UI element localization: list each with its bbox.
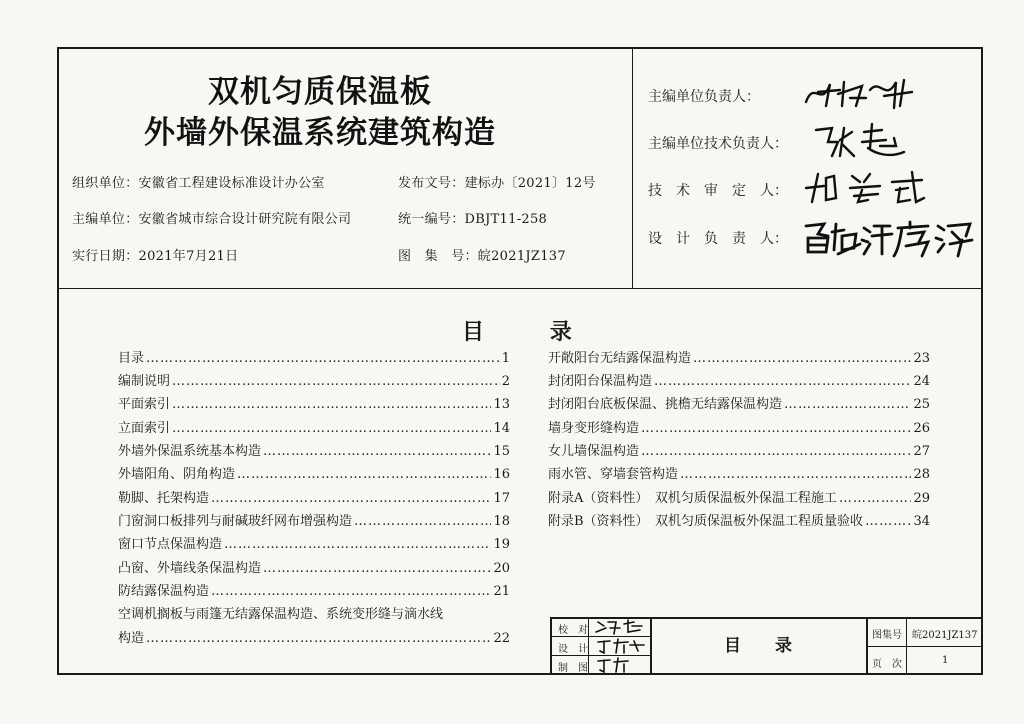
toc-entry-title: 编制说明: [118, 374, 171, 389]
toc-entry-page: 34: [913, 514, 930, 529]
toc-entry-page: 2: [501, 374, 510, 389]
toc-entry-left-5[interactable]: [118, 437, 510, 459]
toc-leader: [263, 561, 491, 576]
toc-entry-title: 女儿墙保温构造: [548, 444, 640, 459]
toc-entry-page: 15: [493, 444, 510, 459]
toc-entry-page: 19: [493, 537, 510, 552]
toc-entry-left-7[interactable]: [118, 484, 510, 506]
toc-entry-title: 空调机搁板与雨篷无结露保温构造、系统变形缝与滴水线: [118, 607, 444, 622]
toc-leader: [172, 421, 491, 436]
toc-leader: [146, 631, 491, 646]
toc-entry-right-6[interactable]: [548, 460, 930, 482]
toc-entry-title: 外墙外保温系统基本构造: [118, 444, 262, 459]
toc-entry-right-2[interactable]: [548, 367, 930, 389]
toc-entry-page: 22: [493, 631, 510, 646]
toc-entry-page: 29: [913, 491, 930, 506]
toc-leader: [654, 374, 911, 389]
page-label: 页 次: [872, 659, 902, 670]
toc-leader: [865, 514, 911, 529]
toc-entry-page: 13: [493, 397, 510, 412]
toc-entry-title: 墙身变形缝构造: [548, 421, 640, 436]
toc-entry-left-2[interactable]: [118, 367, 510, 389]
toc-entry-page: 28: [913, 467, 930, 482]
toc-entry-title: 封闭阳台底板保温、挑檐无结露保温构造: [548, 397, 783, 412]
toc-entry-right-8[interactable]: [548, 507, 930, 529]
toc-leader: [693, 351, 911, 366]
toc-leader: [172, 397, 491, 412]
toc-leader: [263, 444, 491, 459]
design-label: 设 计: [558, 644, 588, 655]
header-vertical-divider: [632, 47, 633, 288]
toc-entry-left-11[interactable]: [118, 577, 510, 599]
toc-entry-left-4[interactable]: [118, 414, 510, 436]
toc-entry-title: 附录A（资料性） 双机匀质保温板外保温工程施工: [548, 491, 837, 506]
signature-technical-head: [810, 120, 910, 162]
toc-leader: [354, 514, 491, 529]
organizing-unit: 组织单位：安徽省工程建设标准设计办公室: [72, 176, 325, 191]
toc-entry-title: 目录: [118, 351, 145, 366]
header-divider: [57, 288, 983, 289]
toc-leader: [211, 584, 491, 599]
toc-entry-title: 开敞阳台无结露保温构造: [548, 351, 692, 366]
toc-entry-left-6[interactable]: [118, 460, 510, 482]
draw-label: 制 图: [558, 663, 588, 674]
toc-entry-title: 附录B（资料性） 双机匀质保温板外保温工程质量验收: [548, 514, 864, 529]
toc-entry-page: 20: [493, 561, 510, 576]
draw-signature: [594, 656, 646, 674]
toc-entry-right-5[interactable]: [548, 437, 930, 459]
toc-leader: [641, 444, 911, 459]
toc-leader: [839, 491, 912, 506]
toc-title-char-2: 录: [549, 320, 572, 345]
signature-design-head: [798, 214, 978, 262]
toc-entry-left-10[interactable]: [118, 554, 510, 576]
toc-title-char-1: 目: [462, 320, 485, 345]
toc-entry-right-7[interactable]: [548, 484, 930, 506]
toc-entry-page: 21: [493, 584, 510, 599]
toc-leader: [211, 491, 491, 506]
toc-entry-title: 凸窗、外墙线条保温构造: [118, 561, 262, 576]
toc-entry-page: 18: [493, 514, 510, 529]
toc-entry-page: 26: [913, 421, 930, 436]
toc-entry-right-1[interactable]: [548, 344, 930, 366]
role-technical-reviewer: 技 术 审 定 人：: [648, 183, 788, 199]
role-design-head: 设 计 负 责 人：: [648, 231, 788, 247]
toc-entry-right-4[interactable]: [548, 414, 930, 436]
toc-entry-left-9[interactable]: [118, 530, 510, 552]
toc-entry-title: 构造: [118, 631, 145, 646]
toc-entry-title: 防结露保温构造: [118, 584, 210, 599]
title-block: [550, 617, 983, 675]
toc-entry-title: 雨水管、穿墙套管构造: [548, 467, 679, 482]
toc-leader: [224, 537, 491, 552]
toc-entry-left-1[interactable]: [118, 344, 510, 366]
toc-entry-left-12[interactable]: [118, 600, 510, 622]
toc-leader: [784, 397, 911, 412]
signature-chief-unit-head: [800, 72, 920, 114]
toc-entry-title: 勒脚、托架构造: [118, 491, 210, 506]
toc-entry-right-3[interactable]: [548, 390, 930, 412]
toc-leader: [237, 467, 491, 482]
toc-entry-page: 1: [501, 351, 510, 366]
toc-entry-page: 23: [913, 351, 930, 366]
toc-leader: [172, 374, 500, 389]
toc-entry-title: 外墙阳角、阴角构造: [118, 467, 236, 482]
toc-entry-title: 平面索引: [118, 397, 171, 412]
toc-entry-left-3[interactable]: [118, 390, 510, 412]
atlas-number-label: 图集号: [872, 630, 902, 641]
check-signature: [594, 618, 646, 636]
atlas-title-line2: 外墙外保温系统建筑构造: [144, 115, 496, 151]
toc-entry-title: 窗口节点保温构造: [118, 537, 223, 552]
toc-entry-page: 17: [493, 491, 510, 506]
role-technical-head: 主编单位技术负责人：: [648, 136, 788, 152]
effective-date: 实行日期：2021年7月21日: [72, 249, 239, 264]
toc-entry-page: 25: [913, 397, 930, 412]
design-signature: [594, 637, 646, 655]
chief-editor-unit: 主编单位：安徽省城市综合设计研究院有限公司: [72, 212, 352, 227]
toc-entry-left-13[interactable]: [118, 624, 510, 646]
toc-entry-page: 24: [913, 374, 930, 389]
toc-entry-title: 立面索引: [118, 421, 171, 436]
signature-technical-reviewer: [800, 168, 930, 208]
atlas-number-value: 皖2021JZ137: [912, 630, 978, 641]
toc-leader: [641, 421, 911, 436]
check-label: 校 对: [558, 625, 588, 636]
toc-leader: [680, 467, 911, 482]
toc-title: [462, 315, 572, 346]
toc-entry-page: 16: [493, 467, 510, 482]
toc-entry-left-8[interactable]: [118, 507, 510, 529]
atlas-number: 图 集 号：皖2021JZ137: [398, 249, 566, 264]
toc-leader: [146, 351, 500, 366]
toc-entry-page: 14: [493, 421, 510, 436]
sheet-title: 目 录: [724, 636, 792, 656]
unified-number: 统一编号：DBJT11-258: [398, 212, 548, 227]
toc-entry-title: 封闭阳台保温构造: [548, 374, 653, 389]
atlas-title-line1: 双机匀质保温板: [208, 74, 432, 110]
toc-entry-page: 27: [913, 444, 930, 459]
toc-entry-title: 门窗洞口板排列与耐碱玻纤网布增强构造: [118, 514, 353, 529]
document-number: 发布文号：建标办〔2021〕12号: [398, 176, 596, 191]
page-value: 1: [942, 655, 949, 666]
role-chief-unit-head: 主编单位负责人：: [648, 89, 760, 105]
